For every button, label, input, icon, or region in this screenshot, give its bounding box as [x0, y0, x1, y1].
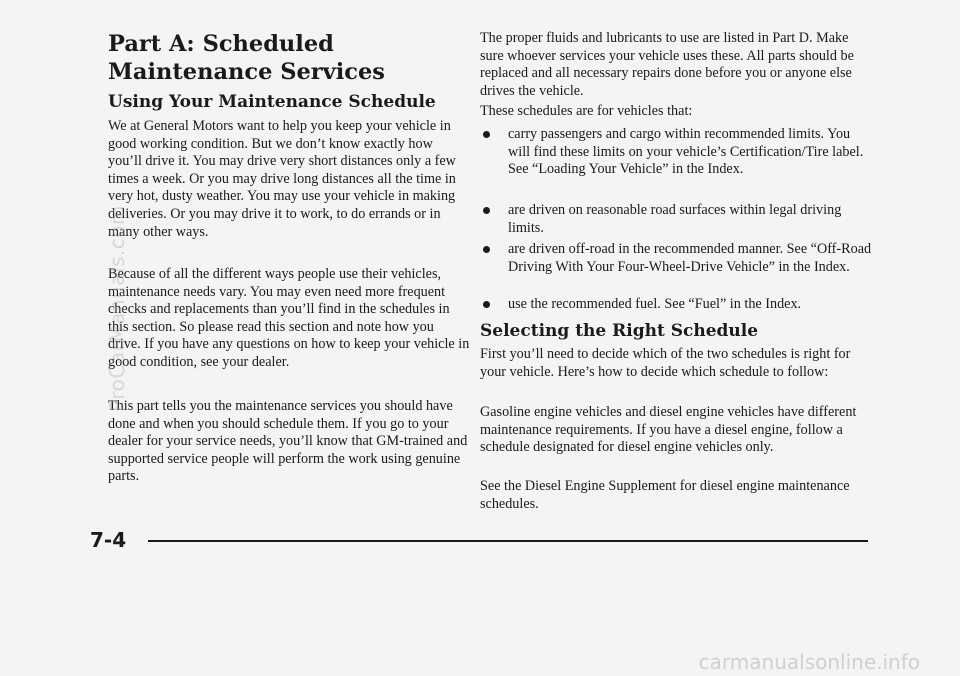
- list-item: are driven on reasonable road surfaces within legal driving limits.: [480, 202, 875, 237]
- paragraph-fluids: The proper fluids and lubricants to use are listed in Part D. Make sure whoever services your vehicle uses these. All parts should be replaced and all necessary repairs done before you or anyone else drives the vehicle.: [480, 30, 854, 99]
- paragraph-schedules-for: These schedules are for vehicles that:: [480, 103, 693, 119]
- page-heading: Part A: Scheduled Maintenance Services: [108, 31, 385, 85]
- bullet-icon: [483, 301, 490, 308]
- paragraph-vary: Because of all the different ways people use their vehicles, maintenance needs vary. You may even need more frequent checks and replacements than you’ll find in the schedules in this section. So please read this section and note how you drive. If you have any questions on how to keep your vehicle in good condition, see your dealer.: [108, 266, 470, 370]
- side-watermark: ProCarManuals.com: [105, 205, 129, 412]
- site-watermark: carmanualsonline.info: [698, 650, 920, 674]
- paragraph-diesel-supplement: See the Diesel Engine Supplement for diesel engine maintenance schedules.: [480, 478, 850, 512]
- bullet-icon: [483, 131, 490, 138]
- section-title-using-schedule: Using Your Maintenance Schedule: [108, 92, 436, 112]
- paragraph-decide: First you’ll need to decide which of the two schedules is right for your vehicle. Here’s how to decide which schedule to follow:: [480, 346, 851, 380]
- bullet-icon: [483, 207, 490, 214]
- list-item: use the recommended fuel. See “Fuel” in the Index.: [480, 296, 875, 314]
- page-number: 7-4: [90, 528, 127, 552]
- paragraph-part-tells: This part tells you the maintenance services you should have done and when you should schedule them. If you go to your dealer for your service needs, you’ll know that GM-trained and supported service people will perform the work using genuine parts.: [108, 398, 468, 485]
- list-item: are driven off-road in the recommended manner. See “Off-Road Driving With Your Four-Wheel-Drive Vehicle” in the Index.: [480, 241, 875, 276]
- section-title-selecting-schedule: Selecting the Right Schedule: [480, 321, 759, 341]
- footer-rule: [148, 540, 868, 542]
- bullet-icon: [483, 246, 490, 253]
- list-item: carry passengers and cargo within recommended limits. You will find these limits on your vehicle’s Certification/Tire label. See “Loading Your Vehicle” in the Index.: [480, 126, 875, 179]
- paragraph-gasoline-diesel: Gasoline engine vehicles and diesel engine vehicles have different maintenance requirements. If you have a diesel engine, follow a schedule designated for diesel engine vehicles only.: [480, 404, 857, 456]
- paragraph-intro: We at General Motors want to help you keep your vehicle in good working condition. But we don’t know exactly how you’ll drive it. You may drive very short distances only a few times a week. Or you may drive long distances all the time in very hot, dusty weather. You may use your vehicle in making deliveries. Or you may drive it to work, to do errands or in many other ways.: [108, 118, 456, 240]
